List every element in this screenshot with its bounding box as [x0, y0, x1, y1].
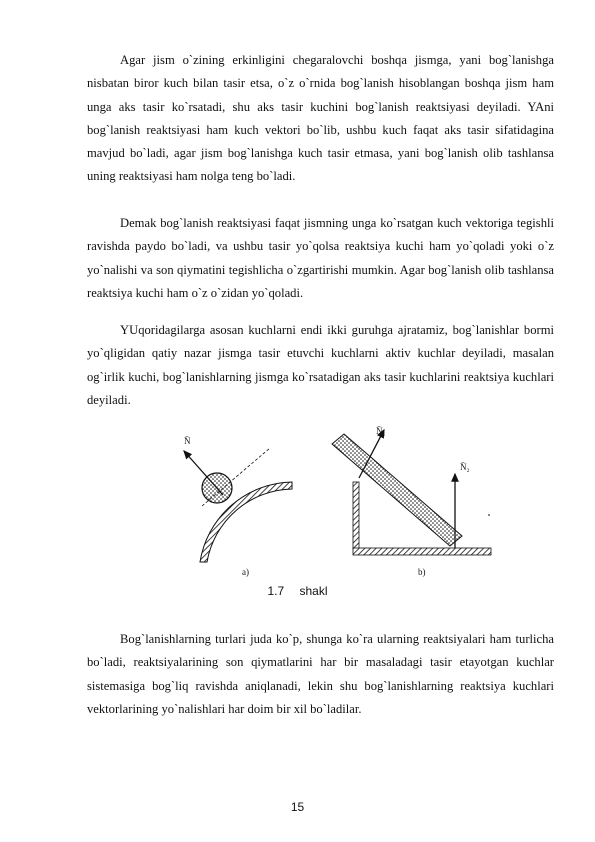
- paragraph-reaction-dependence: Demak bog`lanish reaktsiyasi faqat jismning unga ko`rsatgan kuch vektoriga tegishli ravishda paydo bo`ladi, va ushbu tasir yo`qolsa reaktsiya kuchi ham yo`qoladi yoki o`z yo`nalishi va son qiymatini tegishlicha o`zgartirishi mumkin. Agar bog`lanish olib tashlansa reaktsiya kuchi ham o`z o`zidan yo`qoladi.: [87, 216, 554, 300]
- vector-label-n2: N̄₂: [460, 462, 470, 472]
- panel-b-drawing: [332, 430, 491, 555]
- leaning-bar: [332, 434, 462, 546]
- vector-label-n1: N̄₁: [376, 426, 386, 436]
- floor-surface: [353, 548, 491, 555]
- page-number: 15: [290, 800, 305, 814]
- figure-number: 1.7: [267, 584, 285, 598]
- panel-b-label: b): [418, 567, 426, 577]
- figure-drawing: [170, 420, 500, 585]
- paragraph-reaction-definition: Agar jism o`zining erkinligini chegaralovchi boshqa jismga, yani bog`lanishga nisbatan biror kuch bilan tasir etsa, o`z o`rnida bog`lanish hisoblangan boshqa jism ham unga aks tasir ko`rsatadi, shu aks tasir kuchini bog`lanish reaktsiyasi deyiladi. YAni bog`lanish reaktsiyasi ham kuch vektori bo`lib, ushbu kuch faqat aks tasir sifatidagina mavjud bo`ladi, agar jism bog`lanishga kuch tasir etmasa, yani bog`lanish olib tashlansa uning reaktsiyasi ham nolga teng bo`ladi.: [87, 53, 554, 184]
- panel-a-label: a): [242, 567, 249, 577]
- figure-caption-word: shakl: [299, 584, 328, 598]
- paragraph-constraint-types: Bog`lanishlarning turlari juda ko`p, shunga ko`ra ularning reaktsiyalari ham turlicha bo`ladi, reaktsiyalarining son qiymatlarini har bir masaladagi tasir etayotgan kuchlar sistemasiga bog`liq ravishda aniqlanadi, lekin shu bog`lanishlarning reaktsiya kuchlari vektorlarining yo`nalishlari har doim bir xil bo`ladilar.: [87, 632, 554, 716]
- figure-1-7: [170, 420, 500, 585]
- vertical-wall: [353, 482, 359, 550]
- paragraph-force-groups: YUqoridagilarga asosan kuchlarni endi ikki guruhga ajratamiz, bog`lanishlar bormi yo`qligidan qatiy nazar jismga tasir etuvchi kuchlarni aktiv kuchlar deyiladi, masalan og`irlik kuchi, bog`lanishlarning jismga ko`rsatadigan aks tasir kuchlarini reaktsiya kuchlari deyiladi.: [87, 323, 554, 407]
- vector-label-n: N̄: [184, 436, 191, 446]
- panel-a-drawing: [184, 448, 292, 562]
- figure-caption: [0, 584, 595, 598]
